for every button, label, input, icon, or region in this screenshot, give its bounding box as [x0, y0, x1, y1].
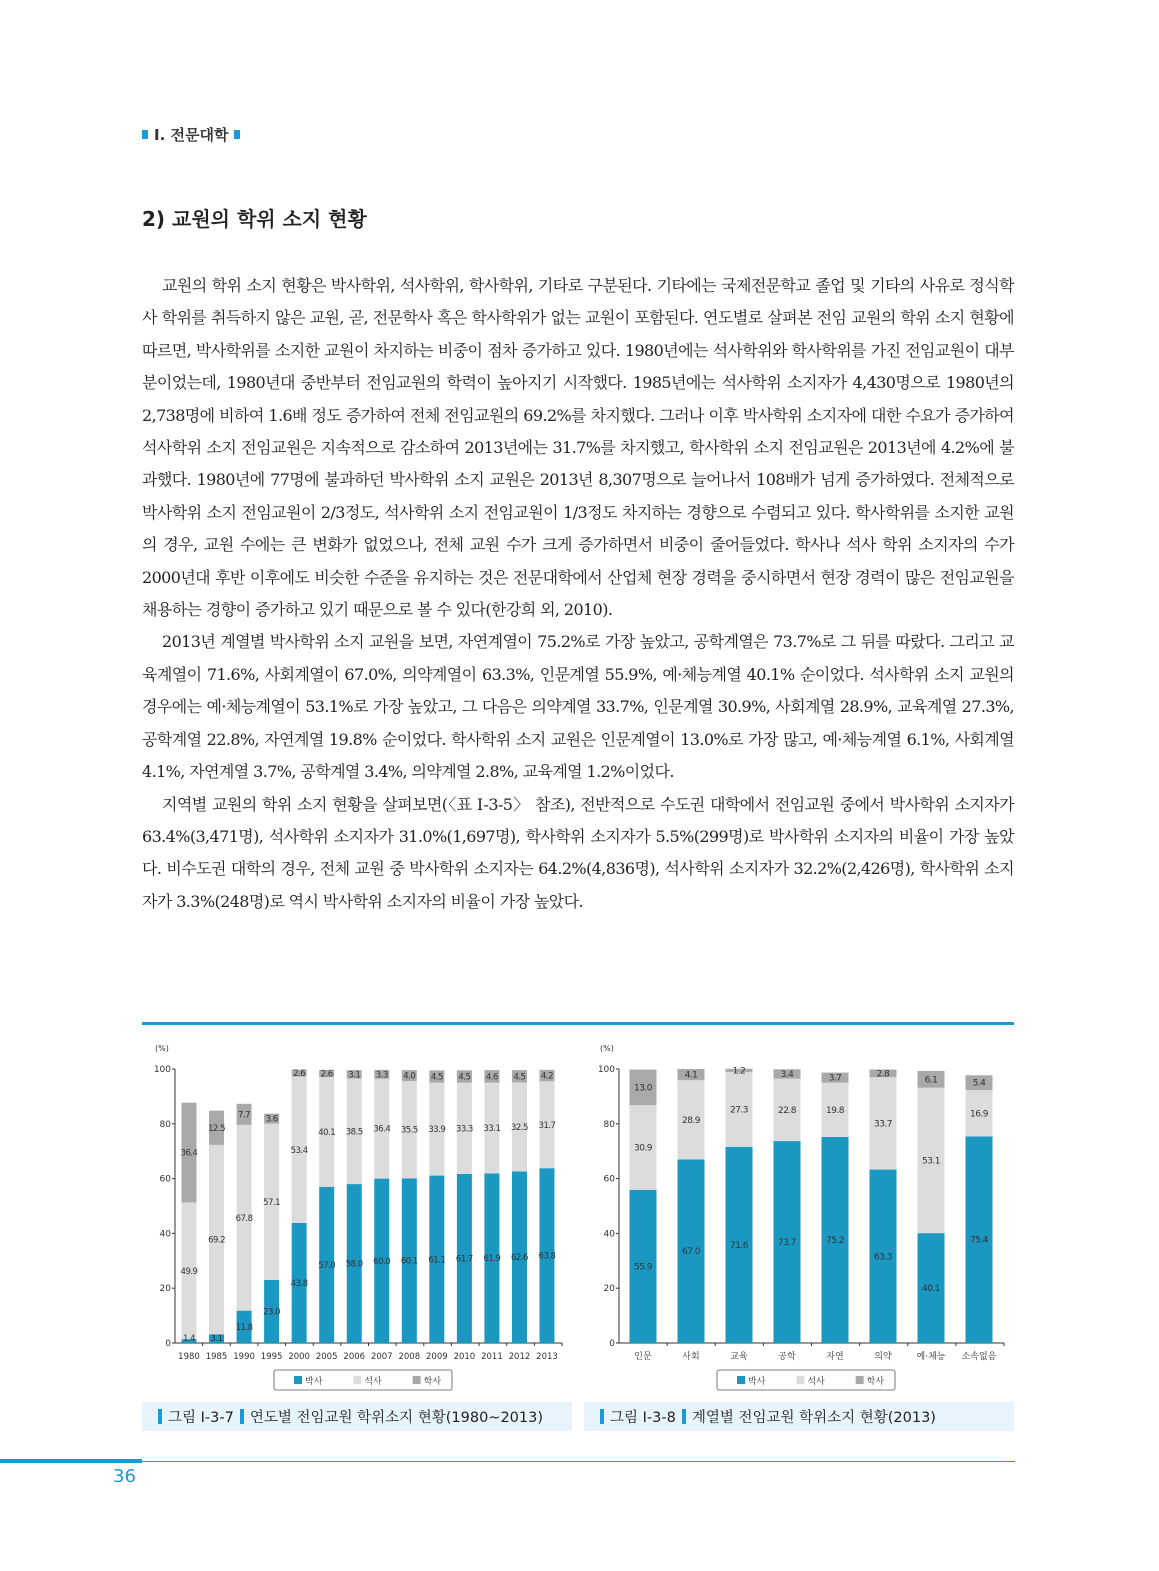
data-label: 58.0	[345, 1259, 363, 1270]
x-tick-label: 2009	[426, 1352, 448, 1362]
x-tick-label: 1990	[233, 1352, 255, 1362]
figure-caption-1	[142, 1402, 572, 1431]
y-tick-label: 80	[603, 1119, 615, 1130]
data-label: 61.9	[483, 1254, 501, 1265]
y-unit-label: (%)	[600, 1044, 614, 1053]
data-label: 3.6	[265, 1114, 278, 1125]
chart-field-degree	[585, 1035, 1015, 1395]
data-label: 22.8	[777, 1105, 797, 1116]
data-label: 53.1	[921, 1156, 941, 1167]
caption-label: 그림 Ⅰ-3-7	[168, 1410, 234, 1426]
y-tick-label: 40	[159, 1229, 171, 1240]
x-tick-label: 2011	[481, 1352, 503, 1362]
x-tick-label: 교육	[730, 1352, 748, 1362]
data-label: 60.1	[400, 1256, 418, 1267]
paragraph: 2013년 계열별 박사학위 소지 교원을 보면, 자연계열이 75.2%로 가장 높았고, 공학계열은 73.7%로 그 뒤를 따랐다. 그리고 교육계열이 71.6%, 사회계열이 67.0%, 의약계열이 63.3%, 인문계열 55.9%, 예·체능계열 40.1% 순이었다. 석사학위 소지 교원의 경우에는 예·체능계열이 53.1%로 가장 높았고, 그 다음은 의약계열 33.7%, 인문계열 30.9%, 사회계열 28.9%, 교육계열 27.3%, 공학계열 22.8%, 자연계열 19.8% 순이었다. 학사학위 소지 교원은 인문계열이 13.0%로 가장 많고, 예·체능계열 6.1%, 사회계열 4.1%, 자연계열 3.7%, 공학계열 3.4%, 의약계열 2.8%, 교육계열 1.2%이었다.	[142, 632, 1014, 782]
x-tick-label: 소속없음	[961, 1352, 997, 1362]
legend-label: 박사	[748, 1377, 766, 1387]
x-tick-label: 인문	[634, 1352, 652, 1362]
data-label: 12.5	[208, 1123, 226, 1134]
y-tick-label: 60	[159, 1174, 171, 1185]
data-label: 33.1	[483, 1124, 501, 1135]
data-label: 2.8	[876, 1069, 890, 1080]
legend-label: 석사	[364, 1377, 382, 1387]
data-label: 67.0	[681, 1247, 701, 1258]
caption-bar-icon	[240, 1409, 244, 1424]
legend-label: 학사	[866, 1377, 885, 1387]
data-label: 32.5	[510, 1122, 528, 1133]
data-label: 33.9	[428, 1125, 446, 1136]
data-label: 4.1	[684, 1070, 698, 1081]
legend-label: 박사	[305, 1377, 323, 1387]
body-text	[142, 270, 1014, 918]
data-label: 16.9	[969, 1109, 989, 1120]
x-tick-label: 2008	[398, 1352, 421, 1362]
data-label: 36.4	[373, 1124, 391, 1135]
data-label: 33.3	[455, 1124, 473, 1135]
data-label: 1.4	[182, 1334, 196, 1344]
legend-swatch	[796, 1376, 804, 1384]
running-header	[142, 124, 240, 145]
data-label: 4.5	[430, 1072, 443, 1083]
y-tick-label: 100	[153, 1065, 171, 1075]
x-tick-label: 2007	[370, 1352, 393, 1362]
data-label: 75.2	[825, 1235, 845, 1246]
legend-swatch	[413, 1376, 421, 1384]
section-title: 2) 교원의 학위 소지 현황	[142, 207, 367, 231]
data-label: 7.7	[238, 1110, 251, 1121]
x-tick-label: 사회	[682, 1352, 700, 1362]
x-tick-label: 1985	[205, 1352, 228, 1362]
x-tick-label: 예·체능	[916, 1352, 946, 1362]
data-label: 4.5	[513, 1072, 526, 1083]
data-label: 28.9	[681, 1115, 701, 1126]
figure-divider	[142, 1022, 1014, 1025]
data-label: 4.5	[458, 1072, 471, 1083]
data-label: 11.8	[235, 1322, 253, 1333]
header-section: I. 전문대학	[154, 126, 229, 144]
legend-swatch	[737, 1376, 745, 1384]
y-tick-label: 0	[609, 1339, 615, 1349]
y-tick-label: 20	[603, 1284, 615, 1295]
data-label: 61.7	[455, 1254, 473, 1265]
data-label: 3.1	[210, 1334, 223, 1344]
x-tick-label: 2012	[508, 1352, 531, 1362]
data-label: 55.9	[633, 1262, 653, 1273]
data-label: 35.5	[400, 1125, 418, 1136]
data-label: 13.0	[633, 1083, 653, 1094]
paragraph: 지역별 교원의 학위 소지 현황을 살펴보면(〈표 Ⅰ-3-5〉 참조), 전반적으로 수도권 대학에서 전임교원 중에서 박사학위 소지자가 63.4%(3,471명), 석사학위 소지자가 31.0%(1,697명), 학사학위 소지자가 5.5%(299명)로 박사학위 소지자의 비율이 가장 높았다. 비수도권 대학의 경우, 전체 교원 중 박사학위 소지자는 64.2%(4,836명), 석사학위 소지자가 32.2%(2,426명), 학사학위 소지자가 3.3%(248명)로 역시 박사학위 소지자의 비율이 가장 높았다.	[142, 794, 1014, 911]
data-label: 38.5	[345, 1127, 363, 1138]
x-tick-label: 2010	[453, 1352, 476, 1362]
caption-label: 그림 Ⅰ-3-8	[610, 1410, 676, 1426]
x-tick-label: 2000	[288, 1352, 310, 1362]
legend-label: 학사	[423, 1377, 442, 1387]
data-label: 3.4	[780, 1069, 794, 1080]
x-tick-label: 공학	[778, 1352, 796, 1362]
legend-swatch	[856, 1376, 864, 1384]
data-label: 75.4	[969, 1235, 989, 1246]
data-label: 33.7	[873, 1119, 893, 1130]
data-label: 31.7	[538, 1120, 556, 1131]
footer-accent	[0, 1459, 142, 1463]
page-number: 36	[113, 1466, 136, 1487]
data-label: 73.7	[777, 1238, 797, 1249]
data-label: 57.1	[263, 1197, 281, 1208]
legend-label: 석사	[807, 1377, 825, 1387]
data-label: 67.8	[235, 1213, 253, 1224]
data-label: 4.6	[485, 1072, 498, 1083]
y-unit-label: (%)	[155, 1044, 169, 1053]
data-label: 40.1	[921, 1284, 941, 1295]
x-tick-label: 의약	[874, 1352, 892, 1362]
data-label: 71.6	[729, 1240, 749, 1251]
data-label: 53.4	[290, 1145, 308, 1156]
y-tick-label: 40	[603, 1229, 615, 1240]
y-tick-label: 0	[165, 1339, 171, 1349]
caption-bar-icon	[158, 1409, 162, 1424]
footer-line	[142, 1461, 1015, 1462]
data-label: 2.6	[320, 1069, 333, 1080]
data-label: 49.9	[180, 1266, 198, 1277]
data-label: 63.3	[873, 1252, 893, 1263]
caption-bar-icon	[600, 1409, 604, 1424]
paragraph: 교원의 학위 소지 현황은 박사학위, 석사학위, 학사학위, 기타로 구분된다. 기타에는 국제전문학교 졸업 및 기타의 사유로 정식학사 학위를 취득하지 않은 교원, 곧, 전문학사 혹은 학사학위가 없는 교원이 포함된다. 연도별로 살펴본 전임 교원의 학위 소지 현황에 따르면, 박사학위를 소지한 교원이 차지하는 비중이 점차 증가하고 있다. 1980년에는 석사학위와 학사학위를 가진 전임교원이 대부분이었는데, 1980년대 중반부터 전임교원의 학력이 높아지기 시작했다. 1985년에는 석사학위 소지자가 4,430명으로 1980년의 2,738명에 비하여 1.6배 정도 증가하여 전체 전임교원의 69.2%를 차지했다. 그러나 이후 박사학위 소지자에 대한 수요가 증가하여 석사학위 소지 전임교원은 지속적으로 감소하여 2013년에는 31.7%를 차지했고, 학사학위 소지 전임교원은 2013년에 4.2%에 불과했다. 1980년에 77명에 불과하던 박사학위 소지 교원은 2013년 8,307명으로 늘어나서 108배가 넘게 증가하였다. 전체적으로 박사학위 소지 전임교원이 2/3정도, 석사학위 소지 전임교원이 1/3정도 차지하는 경향으로 수렴되고 있다. 학사학위를 소지한 교원의 경우, 교원 수에는 큰 변화가 없었으나, 전체 교원 수가 크게 증가하면서 비중이 줄어들었다. 학사나 석사 학위 소지자의 수가 2000년대 후반 이후에도 비슷한 수준을 유지하는 것은 전문대학에서 산업체 현장 경력을 중시하면서 현장 경력이 많은 전임교원을 채용하는 경향이 증가하고 있기 때문으로 볼 수 있다(한강희 외, 2010).	[142, 276, 1015, 620]
x-tick-label: 2005	[315, 1352, 338, 1362]
x-tick-label: 2013	[536, 1352, 558, 1362]
legend-swatch	[353, 1376, 361, 1384]
y-tick-label: 80	[159, 1119, 171, 1130]
data-label: 60.0	[373, 1256, 391, 1267]
data-label: 1.2	[732, 1066, 746, 1077]
y-tick-label: 100	[597, 1065, 615, 1075]
caption-bar-icon	[682, 1409, 686, 1424]
data-label: 43.8	[290, 1278, 308, 1289]
y-tick-label: 60	[603, 1174, 615, 1185]
data-label: 27.3	[729, 1105, 749, 1116]
data-label: 30.9	[633, 1143, 653, 1154]
data-label: 3.3	[375, 1070, 388, 1081]
data-label: 4.2	[540, 1071, 554, 1082]
header-square-icon	[234, 130, 240, 139]
data-label: 19.8	[825, 1105, 845, 1116]
data-label: 40.1	[318, 1127, 336, 1138]
caption-text: 연도별 전임교원 학위소지 현황(1980~2013)	[249, 1410, 544, 1426]
caption-text: 계열별 전임교원 학위소지 현황(2013)	[691, 1410, 936, 1426]
x-tick-label: 1980	[178, 1352, 200, 1362]
chart-yearly-degree	[140, 1035, 570, 1395]
data-label: 3.7	[828, 1073, 842, 1084]
data-label: 69.2	[208, 1235, 226, 1246]
header-square-icon	[142, 130, 148, 139]
data-label: 57.0	[318, 1260, 336, 1271]
data-label: 61.1	[428, 1255, 446, 1266]
data-label: 36.4	[180, 1148, 198, 1159]
legend-swatch	[294, 1376, 302, 1384]
data-label: 62.6	[510, 1253, 528, 1264]
data-label: 2.6	[293, 1069, 306, 1080]
x-tick-label: 자연	[826, 1352, 844, 1362]
x-tick-label: 1995	[260, 1352, 283, 1362]
data-label: 5.4	[972, 1078, 986, 1089]
y-tick-label: 20	[159, 1284, 171, 1295]
data-label: 3.1	[348, 1070, 361, 1081]
data-label: 63.8	[538, 1251, 556, 1262]
x-tick-label: 2006	[343, 1352, 366, 1362]
figure-caption-2	[584, 1402, 1014, 1431]
data-label: 4.0	[403, 1071, 416, 1082]
data-label: 23.0	[263, 1307, 281, 1318]
data-label: 6.1	[924, 1075, 938, 1086]
